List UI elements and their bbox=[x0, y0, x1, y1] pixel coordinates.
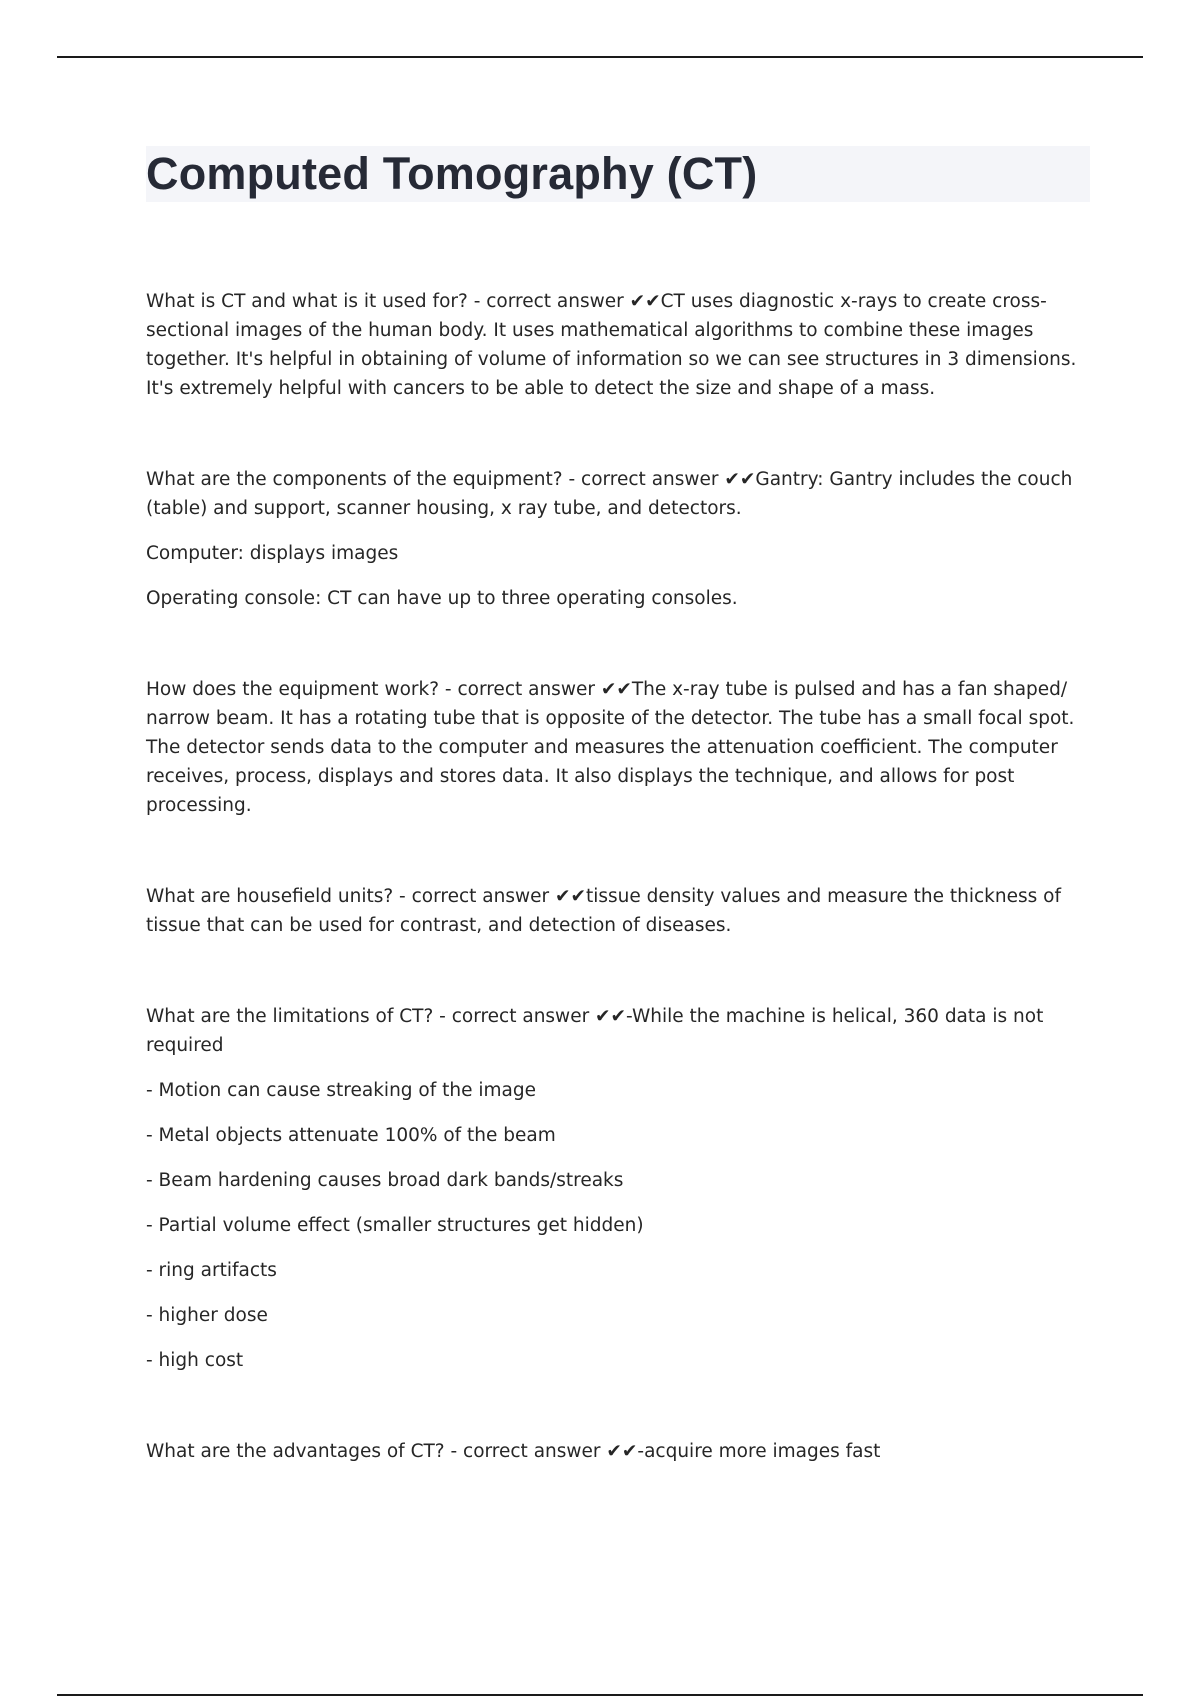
qa-list-item: - Metal objects attenuate 100% of the beam bbox=[146, 1125, 556, 1146]
qa-list-item: - Motion can cause streaking of the image bbox=[146, 1080, 536, 1101]
qa-text: What is CT and what is it used for? - correct answer ✔✔CT uses diagnostic x-rays to create cross-sectional images of the human body. It uses mathematical algorithms to combine these images together. It's helpful in obtaining of volume of information so we can see structures in 3 dimensions. It's extremely helpful with cancers to be able to detect the size and shape of a mass. bbox=[146, 291, 1077, 399]
qa-list-item: - Partial volume effect (smaller structures get hidden) bbox=[146, 1215, 644, 1236]
qa-text: What are housefield units? - correct answer ✔✔tissue density values and measure the thickness of tissue that can be used for contrast, and detection of diseases. bbox=[146, 886, 1061, 936]
qa-list-item: - high cost bbox=[146, 1350, 244, 1371]
qa-text: How does the equipment work? - correct answer ✔✔The x-ray tube is pulsed and has a fan shaped/ narrow beam. It has a rotating tube that is opposite of the detector. The tube has a small focal spot. The detector sends data to the computer and measures the attenuation coefficient. The computer receives, process, displays and stores data. It also displays the technique, and allows for post processing. bbox=[146, 679, 1075, 816]
qa-block-components bbox=[146, 465, 1090, 613]
title-banner bbox=[146, 146, 1090, 202]
qa-text: What are the limitations of CT? - correct answer ✔✔-While the machine is helical, 360 data is not required bbox=[146, 1006, 1044, 1056]
qa-text: Operating console: CT can have up to three operating consoles. bbox=[146, 588, 738, 609]
qa-list-item: - higher dose bbox=[146, 1305, 268, 1326]
page-title: Computed Tomography (CT) bbox=[146, 148, 758, 199]
qa-block-what-is-ct bbox=[146, 287, 1090, 403]
qa-text: What are the components of the equipment? - correct answer ✔✔Gantry: Gantry includes the couch (table) and support, scanner housing, x ray tube, and detectors. bbox=[146, 469, 1073, 519]
qa-block-how-it-works bbox=[146, 675, 1090, 820]
bottom-rule bbox=[57, 1694, 1143, 1696]
top-rule bbox=[57, 56, 1143, 58]
qa-block-limitations bbox=[146, 1002, 1090, 1375]
qa-block-advantages bbox=[146, 1437, 1090, 1466]
qa-list-item: - Beam hardening causes broad dark bands/streaks bbox=[146, 1170, 624, 1191]
qa-text: Computer: displays images bbox=[146, 543, 399, 564]
qa-block-housefield-units bbox=[146, 882, 1090, 940]
document-body bbox=[146, 146, 1090, 1466]
qa-list-item: - ring artifacts bbox=[146, 1260, 277, 1281]
qa-text: What are the advantages of CT? - correct answer ✔✔-acquire more images fast bbox=[146, 1441, 881, 1462]
